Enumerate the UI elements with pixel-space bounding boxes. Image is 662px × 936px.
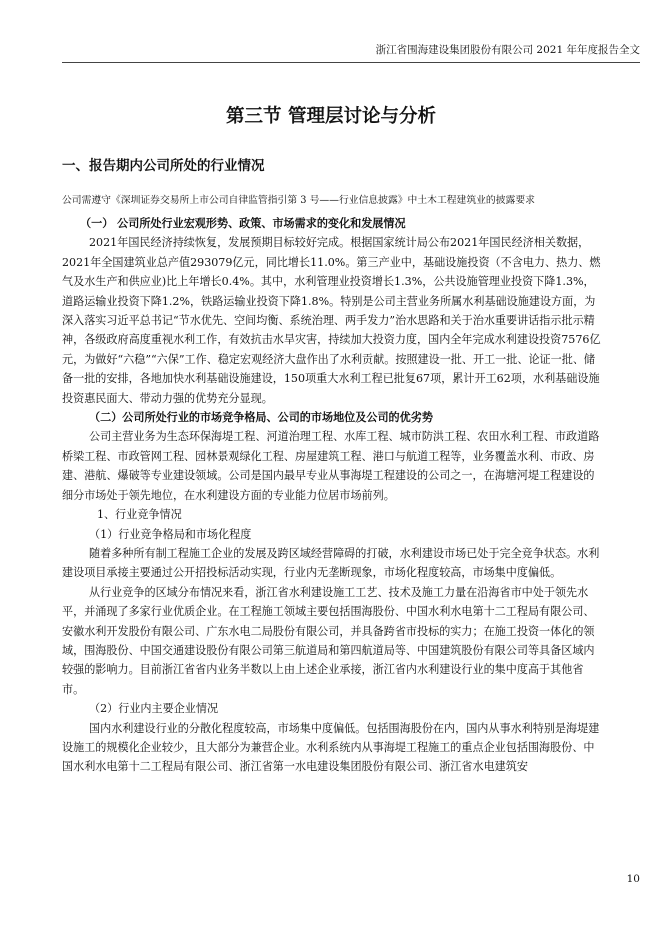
page-header bbox=[0, 0, 662, 64]
item1-sub1-paragraph-1: 随着多种所有制工程施工企业的发展及跨区域经营障碍的打破，水利建设市场已处于完全竞争状态。水利建设项目承接主要通过公开招投标活动实现，行业内无垄断现象，市场化程度较高，市场集中度偏低。 bbox=[62, 546, 600, 580]
item1-label: 1、行业竞争情况 bbox=[97, 508, 182, 522]
part1-heading: 一、报告期内公司所处的行业情况 bbox=[62, 158, 265, 174]
subsection2-heading: （二）公司所处行业的市场竞争格局、公司的市场地位及公司的优劣势 bbox=[89, 411, 433, 425]
subsection2-paragraph: 公司主营业务为生态环保海堤工程、河道治理工程、水库工程、城市防洪工程、农田水利工程、市政道路桥梁工程、市政管网工程、园林景观绿化工程、房屋建筑工程、港口与航道工程等，业务覆盖水利、市政、房建、港航、爆破等专业建设领域。公司是国内最早专业从事海堤工程建设的公司之一，在海塘河堤工程建设的细分市场处于领先地位，在水利建设方面的专业能力位居市场前列。 bbox=[62, 430, 600, 502]
item1-sub1-label: （1）行业竞争格局和市场化程度 bbox=[89, 527, 252, 541]
header-divider bbox=[62, 62, 640, 63]
subsection1-paragraph: 2021年国民经济持续恢复，发展预期目标较好完成。根据国家统计局公布2021年国民经济相关数据，2021年全国建筑业总产值293079亿元，同比增长11.0%。第三产业中，基础设施投资（不含电力、热力、燃气及水生产和供应业)比上年增长0.4%。其中，水利管理业投资增长1.3%，公共设施管理业投资下降1.3%，道路运输业投资下降1.2%，铁路运输业投资下降1.8%。特别是公司主营业务所属水利基础设施建设方面，为深入落实习近平总书记“节水优先、空间均衡、系统治理、两手发力”治水思路和关于治水重要讲话指示批示精神，各级政府高度重视水利工作，有效抗击水旱灾害，持续加大投资力度，国内全年完成水利建设投资7576亿元，为做好“六稳”“六保”工作、稳定宏观经济大盘作出了水利贡献。按照建设一批、开工一批、论证一批、储备一批的安排，各地加快水利基础设施建设，150项重大水利工程已批复67项，累计开工62项，水利基础设施投资惠民面大、带动力强的优势充分显现。 bbox=[62, 236, 601, 405]
document-body bbox=[62, 214, 602, 777]
item1-sub2-paragraph-1: 国内水利建设行业的分散化程度较高，市场集中度偏低。包括围海股份在内，国内从事水利特别是海堤建设施工的规模化企业较少，且大部分为兼营企业。水利系统内从事海堤工程施工的重点企业包括围海股份、中国水利水电第十二工程局有限公司、浙江省第一水电建设集团股份有限公司、浙江省水电建筑安 bbox=[62, 721, 600, 774]
subsection1-heading: （一） 公司所处行业宏观形势、政策、市场需求的变化和发展情况 bbox=[80, 217, 406, 230]
item1-sub1-paragraph-2: 从行业竞争的区域分布情况来看，浙江省水利建设施工工艺、技术及施工力量在沿海省市中处于领先水平，并涌现了多家行业优质企业。在工程施工领域主要包括围海股份、中国水利水电第十二工程局有限公司、安徽水利开发股份有限公司、广东水电二局股份有限公司，并具备跨省市投标的实力；在施工投资一体化的领域，围海股份、中国交通建设股份有限公司第三航道局和第四航道局等、中国建筑股份有限公司等具备区域内较强的影响力。目前浙江省省内业务半数以上由上述企业承接，浙江省内水利建设行业的集中度高于其他省市。 bbox=[62, 585, 595, 696]
section-title: 第三节 管理层讨论与分析 bbox=[226, 106, 436, 127]
disclosure-note: 公司需遵守《深圳证券交易所上市公司自律监管指引第 3 号——行业信息披露》中土木工程建筑业的披露要求 bbox=[62, 195, 535, 206]
item1-sub2-label: （2）行业内主要企业情况 bbox=[89, 702, 219, 716]
header-text: 浙江省围海建设集团股份有限公司 2021 年年度报告全文 bbox=[375, 44, 640, 56]
page-number: 10 bbox=[626, 873, 640, 885]
